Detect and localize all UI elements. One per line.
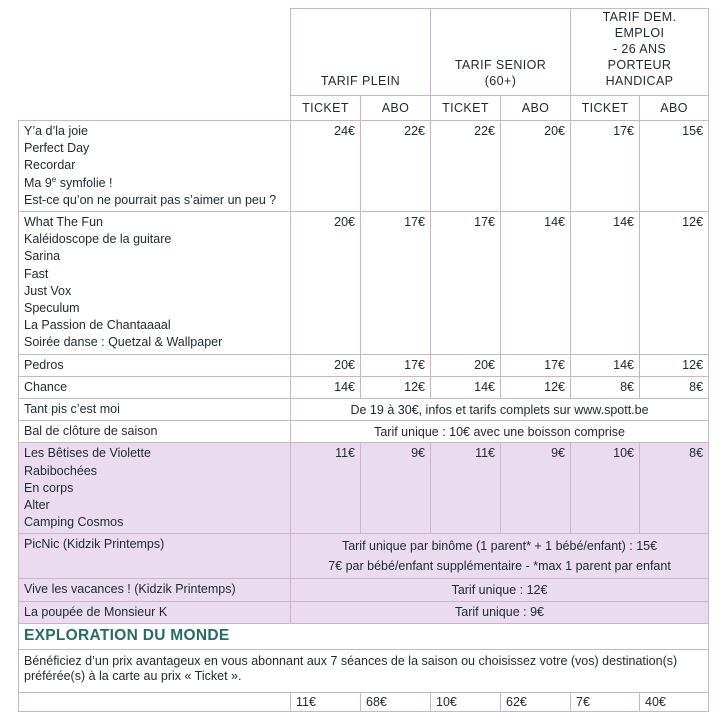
pricing-table-container — [18, 8, 708, 712]
price-abo-senior: 17€ — [501, 354, 571, 376]
show-names — [19, 376, 291, 398]
price-ticket-plein: 11€ — [291, 443, 361, 534]
show-names — [19, 443, 291, 534]
col-ticket-plein: TICKET — [291, 96, 361, 121]
pricing-table — [18, 8, 709, 712]
price-abo-plein: 17€ — [361, 354, 431, 376]
price-abo-dem: 12€ — [640, 354, 709, 376]
table-row — [19, 354, 709, 376]
show-name: Sarina — [24, 249, 61, 264]
tarif-dem-age: - 26 ANS — [612, 42, 667, 56]
col-abo-plein: ABO — [361, 96, 431, 121]
subheader-row — [19, 96, 709, 121]
table-row — [19, 121, 709, 212]
show-names — [19, 121, 291, 212]
show-name: En corps — [24, 480, 74, 495]
show-name: Kaléidoscope de la guitare — [24, 232, 172, 247]
price-note — [291, 534, 709, 579]
section-title-row — [19, 623, 709, 649]
price-ticket-dem: 10€ — [571, 443, 640, 534]
show-name: Vive les vacances ! (Kidzik Printemps) — [24, 582, 236, 597]
show-name: Pedros — [24, 357, 64, 372]
price-note-line: 7€ par bébé/enfant supplémentaire - *max 1 parent par enfant — [328, 559, 671, 574]
price-ticket-plein: 11€ — [291, 692, 361, 711]
price-abo-plein: 9€ — [361, 443, 431, 534]
price-abo-plein: 22€ — [361, 121, 431, 212]
tarif-plein-label: TARIF PLEIN — [320, 74, 401, 88]
price-note: De 19 à 30€, infos et tarifs complets sur www.spott.be — [291, 399, 709, 421]
price-note: Tarif unique : 12€ — [291, 579, 709, 601]
tarif-dem-label: TARIF DEM. EMPLOI — [602, 10, 677, 40]
price-abo-dem: 15€ — [640, 121, 709, 212]
section-title: EXPLORATION DU MONDE — [19, 623, 709, 649]
col-abo-senior: ABO — [501, 96, 571, 121]
price-ticket-plein: 24€ — [291, 121, 361, 212]
price-ticket-senior: 11€ — [431, 443, 501, 534]
ordinal-superscript: e — [51, 174, 57, 184]
header-tarif-senior — [431, 9, 571, 96]
show-names — [19, 534, 291, 579]
header-empty-cell — [19, 9, 291, 96]
price-abo-senior: 20€ — [501, 121, 571, 212]
show-names — [19, 601, 291, 623]
tarif-senior-age: (60+) — [484, 74, 517, 88]
show-name: Recordar — [24, 158, 76, 173]
price-note: Tarif unique : 9€ — [291, 601, 709, 623]
price-ticket-dem: 14€ — [571, 354, 640, 376]
price-abo-senior: 12€ — [501, 376, 571, 398]
table-row — [19, 212, 709, 355]
price-abo-senior: 62€ — [501, 692, 571, 711]
table-row — [19, 579, 709, 601]
header-row — [19, 9, 709, 96]
exploration-empty-cell — [19, 692, 291, 711]
price-ticket-senior: 10€ — [431, 692, 501, 711]
price-abo-dem: 40€ — [640, 692, 709, 711]
table-row — [19, 376, 709, 398]
price-abo-dem: 12€ — [640, 212, 709, 355]
price-ticket-dem: 17€ — [571, 121, 640, 212]
show-name: La Passion de Chantaaaal — [24, 318, 171, 333]
show-name: Est-ce qu’on ne pourrait pas s’aimer un peu ? — [24, 192, 277, 207]
col-abo-dem: ABO — [640, 96, 709, 121]
price-ticket-dem: 7€ — [571, 692, 640, 711]
show-name: PicNic (Kidzik Printemps) — [24, 537, 165, 552]
price-note: Tarif unique : 10€ avec une boisson comprise — [291, 421, 709, 443]
show-names — [19, 421, 291, 443]
exploration-prices-row — [19, 692, 709, 711]
price-ticket-senior: 14€ — [431, 376, 501, 398]
price-ticket-plein: 14€ — [291, 376, 361, 398]
show-name: La poupée de Monsieur K — [24, 604, 168, 619]
tarif-senior-label: TARIF SENIOR — [454, 58, 547, 72]
show-name: Bal de clôture de saison — [24, 424, 158, 439]
price-ticket-plein: 20€ — [291, 354, 361, 376]
price-abo-plein: 17€ — [361, 212, 431, 355]
price-abo-senior: 9€ — [501, 443, 571, 534]
price-ticket-dem: 8€ — [571, 376, 640, 398]
show-name: Just Vox — [24, 283, 72, 298]
show-name-part: symfolie ! — [56, 175, 113, 190]
col-ticket-senior: TICKET — [431, 96, 501, 121]
price-ticket-senior: 20€ — [431, 354, 501, 376]
show-name: Y’a d’la joie — [24, 124, 88, 138]
price-ticket-dem: 14€ — [571, 212, 640, 355]
show-names — [19, 212, 291, 355]
col-ticket-dem: TICKET — [571, 96, 640, 121]
price-abo-dem: 8€ — [640, 376, 709, 398]
price-ticket-senior: 22€ — [431, 121, 501, 212]
tarif-dem-handicap: PORTEUR HANDICAP — [605, 58, 674, 88]
price-abo-dem: 8€ — [640, 443, 709, 534]
show-name: What The Fun — [24, 215, 103, 230]
price-abo-plein: 12€ — [361, 376, 431, 398]
table-row — [19, 421, 709, 443]
show-name: Les Bêtises de Violette — [24, 446, 151, 461]
show-names — [19, 579, 291, 601]
header-tarif-dem — [571, 9, 709, 96]
show-names — [19, 354, 291, 376]
subheader-empty-cell — [19, 96, 291, 121]
section-description-row — [19, 649, 709, 692]
section-description: Bénéficiez d’un prix avantageux en vous abonnant aux 7 séances de la saison ou choisissez votre (vos) destination(s) préférée(s) à la carte au prix « Ticket ». — [19, 649, 709, 692]
show-name: Speculum — [24, 301, 80, 316]
show-name-part: Ma 9 — [24, 175, 52, 190]
show-name: Rabibochées — [24, 463, 97, 478]
show-name: Tant pis c’est moi — [24, 402, 120, 417]
show-name: Camping Cosmos — [24, 515, 124, 530]
show-name: Chance — [24, 379, 68, 394]
table-row — [19, 399, 709, 421]
show-names — [19, 399, 291, 421]
price-note-line: Tarif unique par binôme (1 parent* + 1 bébé/enfant) : 15€ — [341, 539, 658, 554]
show-name: Fast — [24, 266, 49, 281]
price-ticket-plein: 20€ — [291, 212, 361, 355]
show-name: Perfect Day — [24, 141, 90, 156]
price-ticket-senior: 17€ — [431, 212, 501, 355]
show-name: Alter — [24, 498, 50, 513]
price-abo-senior: 14€ — [501, 212, 571, 355]
table-row — [19, 601, 709, 623]
table-row — [19, 443, 709, 534]
table-row — [19, 534, 709, 579]
header-tarif-plein — [291, 9, 431, 96]
show-name — [24, 175, 285, 192]
price-abo-plein: 68€ — [361, 692, 431, 711]
show-name: Soirée danse : Quetzal & Wallpaper — [24, 335, 223, 350]
